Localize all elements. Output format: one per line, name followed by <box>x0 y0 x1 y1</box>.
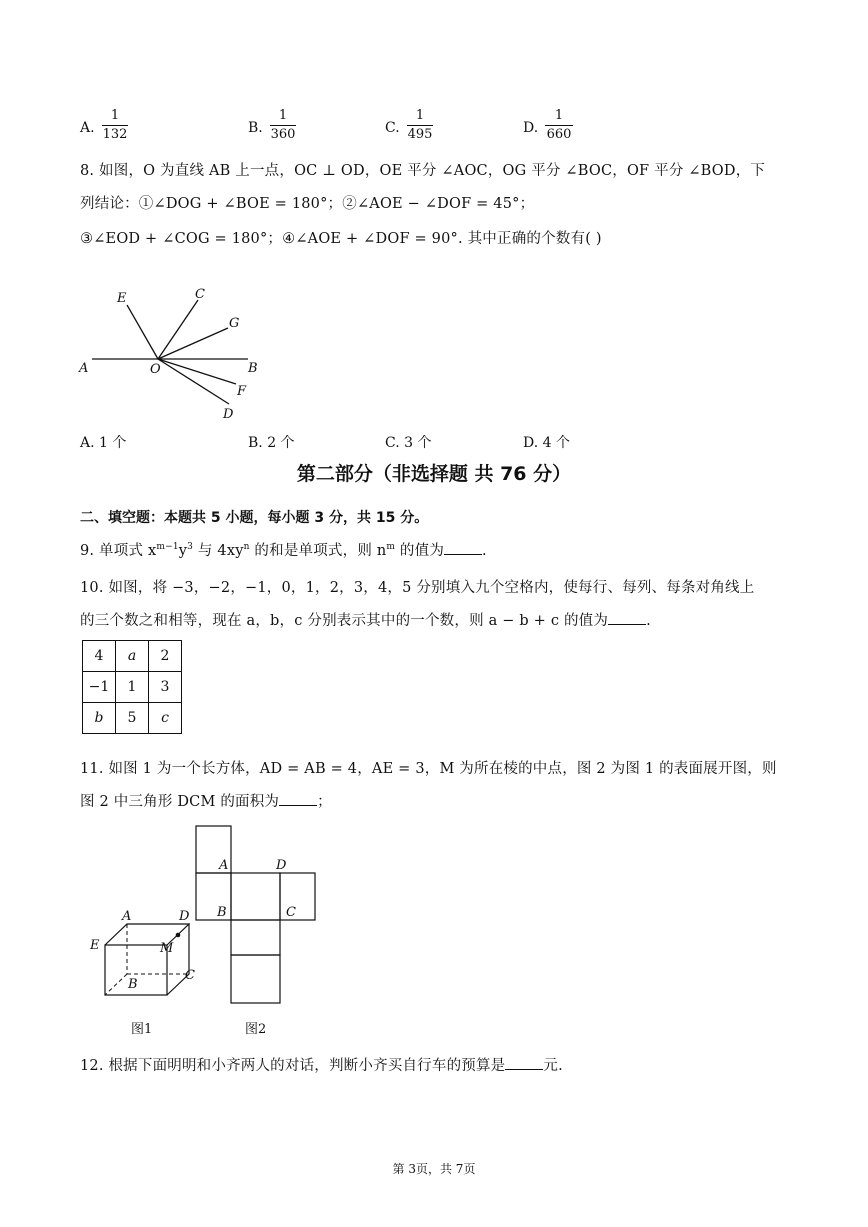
label-e: E <box>117 291 127 306</box>
q8-option-a: A. 1 个 <box>80 435 127 451</box>
q9-text: 9. 单项式 $x^{m-1}y^3$ 与 $4xy^n$ 的和是单项式，则 $n^m$ 的值为 . <box>80 539 487 560</box>
q10-text-line2: 的三个数之和相等，现在 a，b，c 分别表示其中的一个数，则 a − b + c 的值为 . <box>80 609 651 630</box>
fig2-label-a: A <box>219 858 229 873</box>
q11-text-line2: 图 2 中三角形 DCM 的面积为 ； <box>80 790 332 811</box>
fig1-label-d: D <box>179 909 190 924</box>
label-o: O <box>150 362 161 377</box>
label-d: D <box>223 407 234 422</box>
fig2-label-c: C <box>286 905 296 920</box>
fig1-label-b: B <box>128 977 138 992</box>
section2-title: 二、填空题：本题共 5 小题，每小题 3 分，共 15 分。 <box>80 510 429 526</box>
fig1-label-c: C <box>185 968 195 983</box>
q11-text-line1: 11. 如图 1 为一个长方体，AD = AB = 4，AE = 3，M 为所在棱的中点，图 2 为图 1 的表面展开图，则 <box>80 761 777 777</box>
q7-option-c-letter: C. <box>385 120 400 136</box>
q12-text: 12. 根据下面明明和小齐两人的对话，判断小齐买自行车的预算是 元. <box>80 1054 563 1075</box>
q8-text-line1: 8. 如图，O 为直线 AB 上一点，OC ⊥ OD，OE 平分 ∠AOC，OG 平分 ∠BOC，OF 平分 ∠BOD，下 <box>80 163 766 179</box>
q8-option-d: D. 4 个 <box>523 435 570 451</box>
q7-option-d-fraction: 1 660 <box>546 108 572 142</box>
grid-cell: c <box>149 703 182 734</box>
q8-text-line3: ③∠EOD + ∠COG = 180°；④∠AOE + ∠DOF = 90°. 其中正确的个数有( ) <box>80 231 602 247</box>
q7-option-c-fraction: 1 495 <box>407 108 433 142</box>
fig2-label-d: D <box>276 858 287 873</box>
grid-cell: b <box>83 703 116 734</box>
part2-heading: 第二部分（非选择题 共 76 分） <box>296 463 572 485</box>
grid-cell: 3 <box>149 672 182 703</box>
figure2-caption: 图2 <box>245 1022 267 1037</box>
grid-cell: 5 <box>116 703 149 734</box>
q7-option-b-letter: B. <box>248 120 263 136</box>
grid-cell: −1 <box>83 672 116 703</box>
label-c: C <box>195 287 205 302</box>
page-footer: 第 3页，共 7页 <box>392 1162 476 1176</box>
q8-option-b: B. 2 个 <box>248 435 295 451</box>
fig2-label-b: B <box>217 905 227 920</box>
grid-cell: a <box>116 641 149 672</box>
q8-option-c: C. 3 个 <box>385 435 432 451</box>
label-a: A <box>79 361 89 376</box>
q10-text-line1: 10. 如图，将 −3，−2，−1，0，1，2，3，4，5 分别填入九个空格内，使每行、每列、每条对角线上 <box>80 580 755 596</box>
q7-option-b-fraction: 1 360 <box>270 108 296 142</box>
q7-option-d-letter: D. <box>523 120 539 136</box>
fig1-label-e: E <box>90 938 100 953</box>
figure1-caption: 图1 <box>131 1022 153 1037</box>
label-b: B <box>248 361 258 376</box>
fig1-label-m: M <box>160 941 174 956</box>
q8-text-line2: 列结论：①∠DOG + ∠BOE = 180°；②∠AOE − ∠DOF = 45°； <box>80 196 535 212</box>
grid-cell: 2 <box>149 641 182 672</box>
grid-cell: 4 <box>83 641 116 672</box>
q7-option-a-letter: A. <box>80 120 95 136</box>
q12-answer-blank <box>505 1055 543 1070</box>
q7-option-a-fraction: 1 132 <box>102 108 128 142</box>
label-g: G <box>229 316 240 331</box>
fig1-label-a: A <box>122 909 132 924</box>
grid-cell: 1 <box>116 672 149 703</box>
label-f: F <box>237 384 247 399</box>
